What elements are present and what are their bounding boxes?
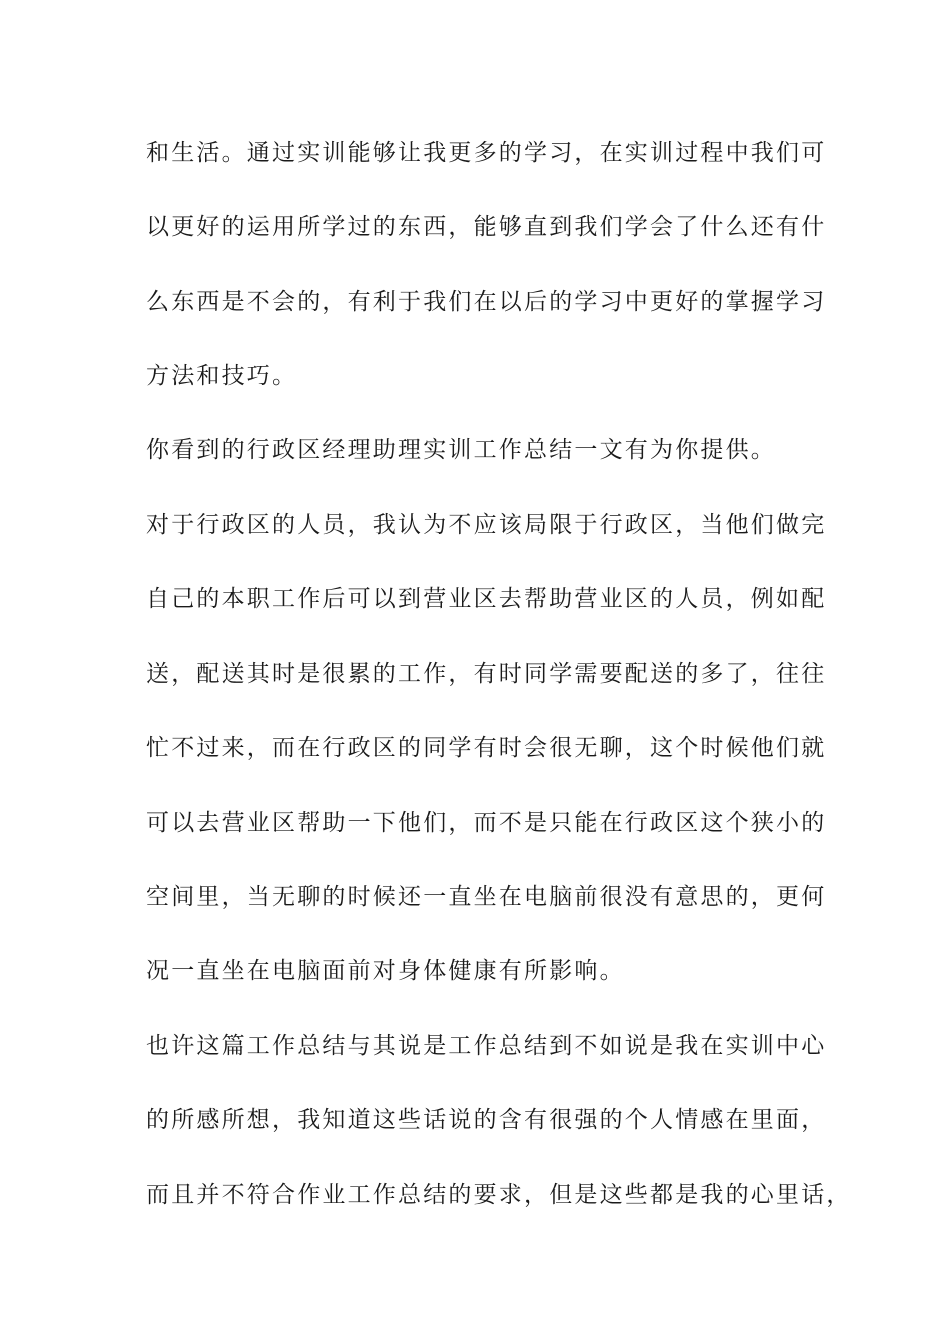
text-line: 以更好的运用所学过的东西，能够直到我们学会了什么还有什 bbox=[146, 214, 827, 240]
text-line: 可以去营业区帮助一下他们，而不是只能在行政区这个狭小的 bbox=[146, 810, 827, 836]
text-line: 方法和技巧。 bbox=[146, 363, 298, 389]
text-line: 送，配送其时是很累的工作，有时同学需要配送的多了，往往 bbox=[146, 661, 827, 687]
text-line: 的所感所想，我知道这些话说的含有很强的个人情感在里面， bbox=[146, 1107, 827, 1133]
text-line: 和生活。通过实训能够让我更多的学习，在实训过程中我们可 bbox=[146, 140, 827, 166]
text-line: 忙不过来，而在行政区的同学有时会很无聊，这个时候他们就 bbox=[146, 735, 827, 761]
text-line: 你看到的行政区经理助理实训工作总结一文有为你提供。 bbox=[146, 437, 776, 463]
text-line: 而且并不符合作业工作总结的要求，但是这些都是我的心里话， bbox=[146, 1182, 852, 1208]
text-line: 空间里，当无聊的时候还一直坐在电脑前很没有意思的，更何 bbox=[146, 884, 827, 910]
text-line: 对于行政区的人员，我认为不应该局限于行政区，当他们做完 bbox=[146, 512, 827, 538]
text-line: 么东西是不会的，有利于我们在以后的学习中更好的掌握学习 bbox=[146, 289, 827, 315]
text-line: 自己的本职工作后可以到营业区去帮助营业区的人员，例如配 bbox=[146, 586, 827, 612]
text-line: 况一直坐在电脑面前对身体健康有所影响。 bbox=[146, 958, 625, 984]
text-line: 也许这篇工作总结与其说是工作总结到不如说是我在实训中心 bbox=[146, 1033, 827, 1059]
